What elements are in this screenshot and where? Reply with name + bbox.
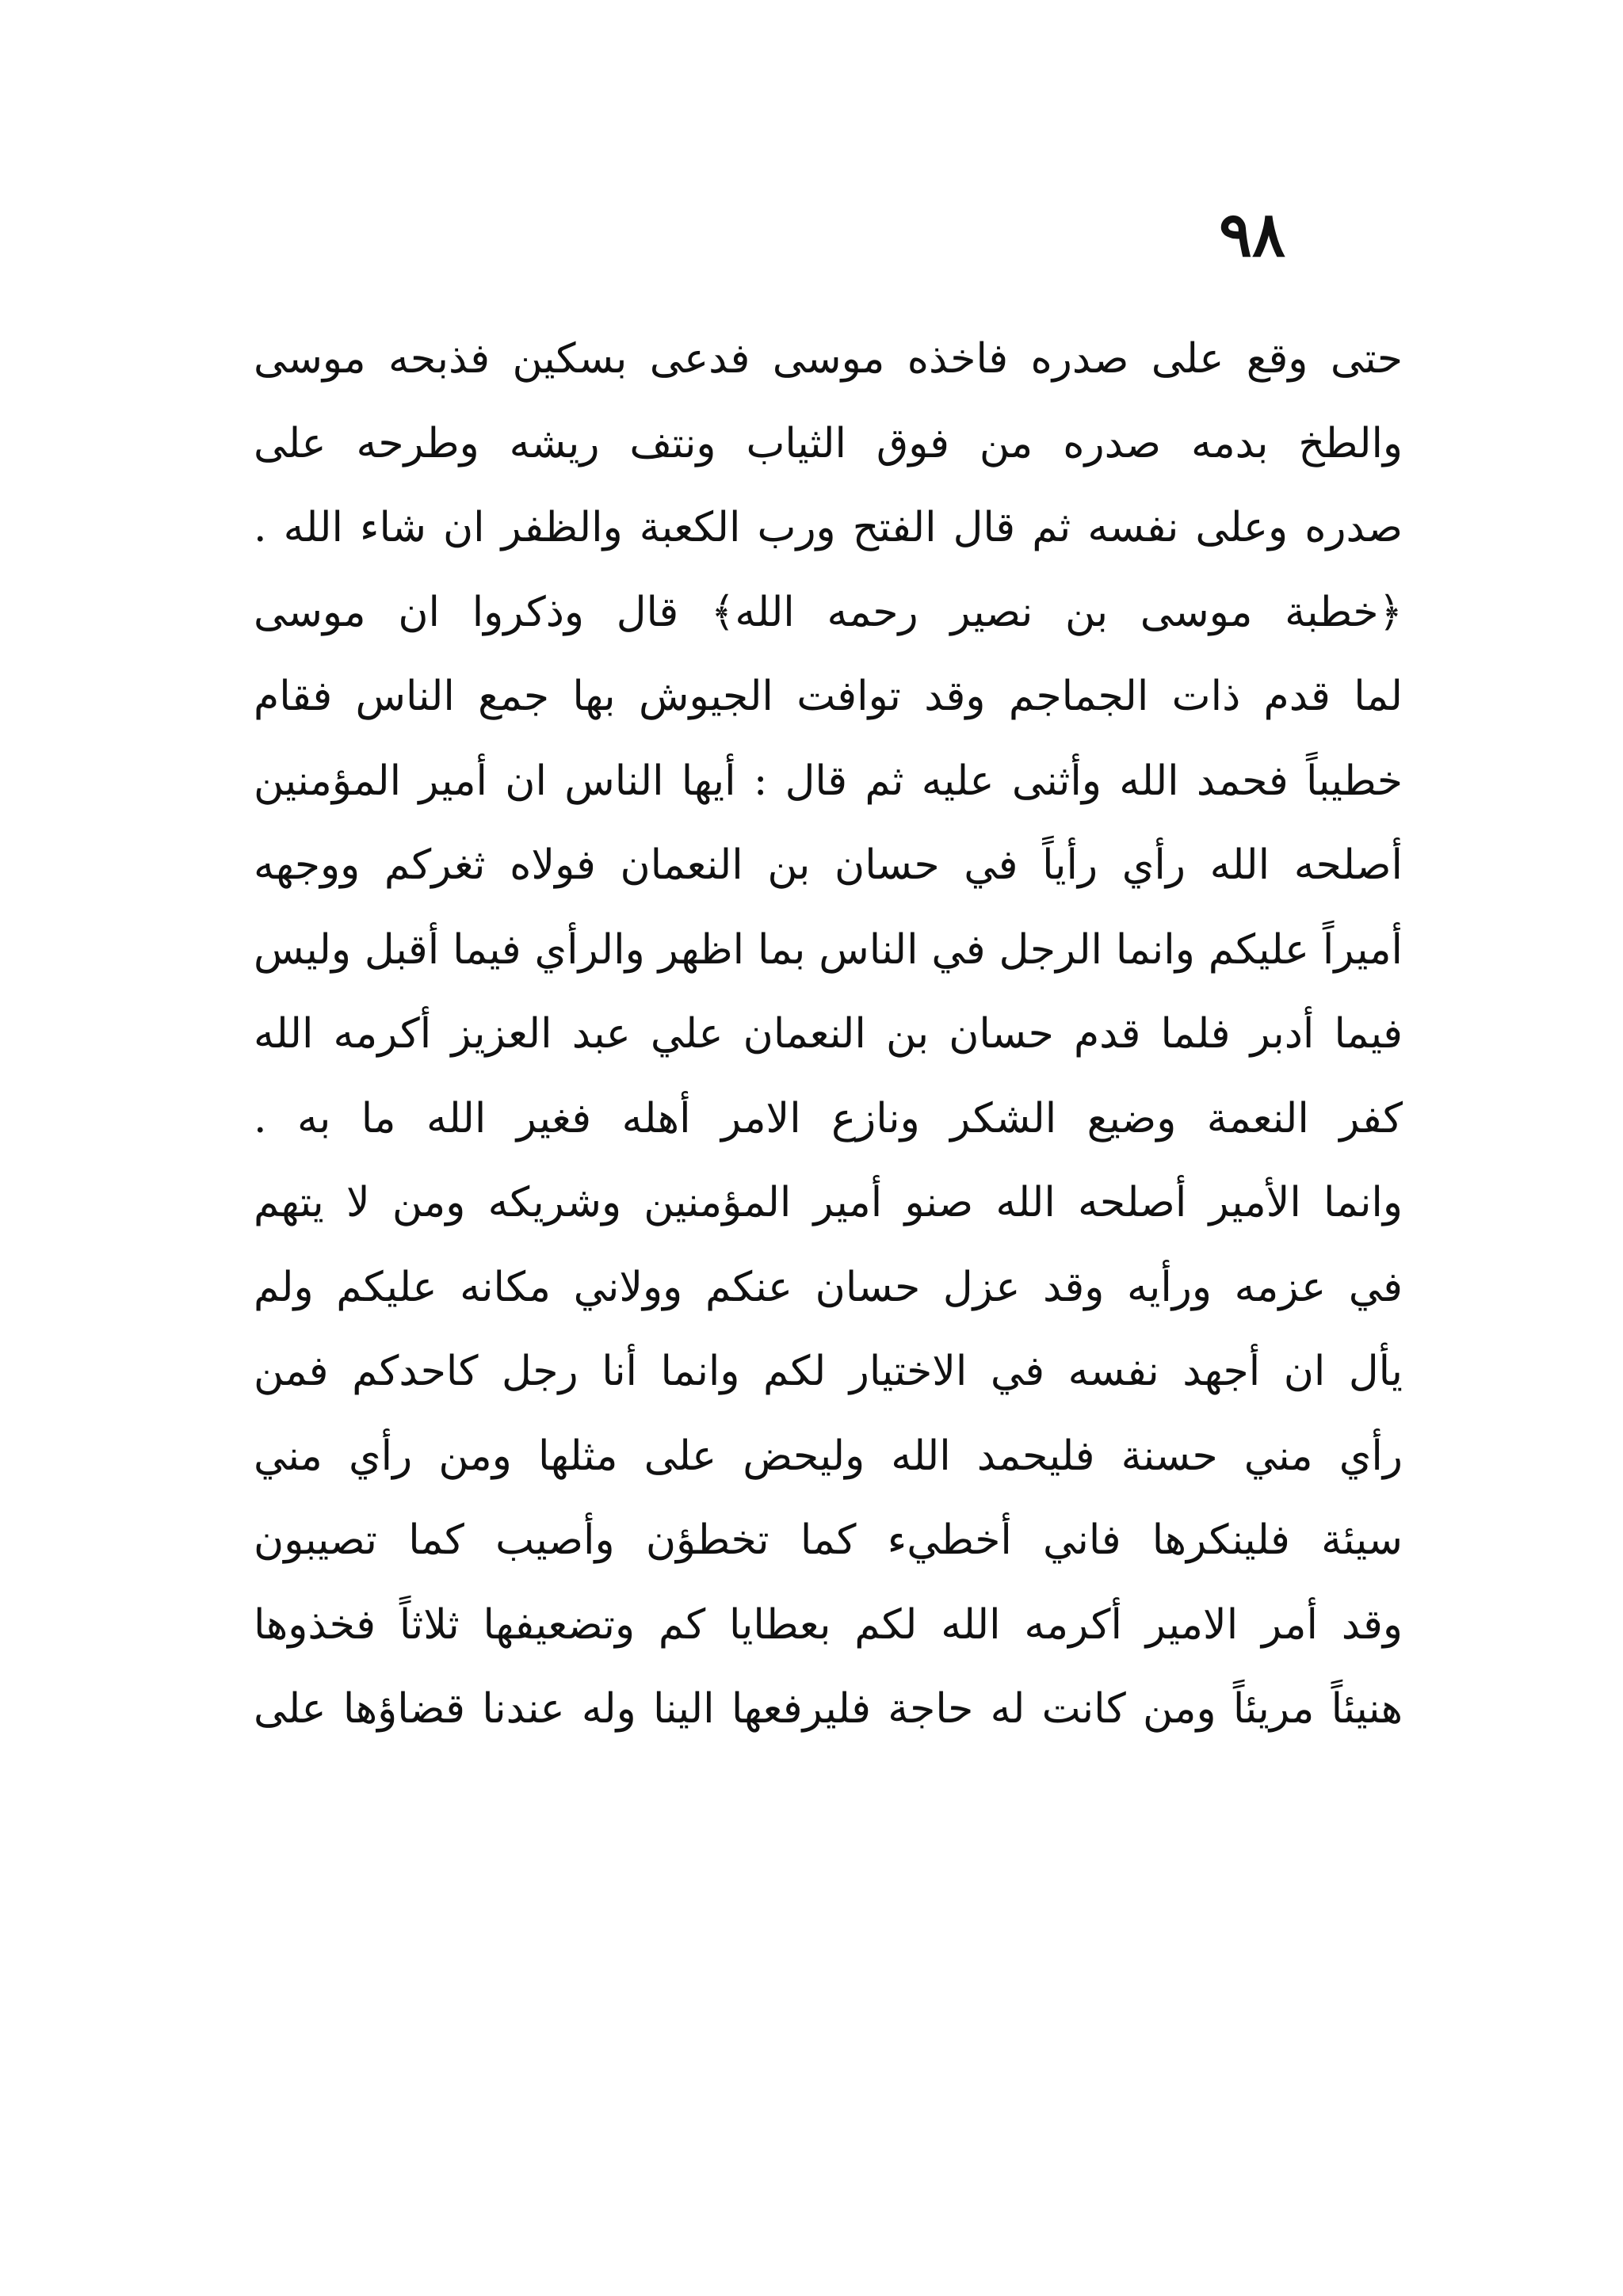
text-line-1: حتى وقع على صدره فاخذه موسى فدعى بسكين فذبحه موسى bbox=[254, 335, 1403, 383]
section-heading-line: ﴿خطبة موسى بن نصير رحمه الله﴾ قال وذكروا ان موسى bbox=[254, 588, 1403, 636]
text-line-7: أصلحه الله رأي رأياً في حسان بن النعمان فولاه ثغركم ووجهه bbox=[254, 841, 1403, 889]
body-text bbox=[254, 317, 1403, 1752]
text-line-6: خطيباً فحمد الله وأثنى عليه ثم قال : أيها الناس ان أمير المؤمنين bbox=[254, 757, 1403, 805]
text-line-10: كفر النعمة وضيع الشكر ونازع الامر أهله فغير الله ما به . bbox=[254, 1094, 1403, 1142]
text-line-9: فيما أدبر فلما قدم حسان بن النعمان علي عبد العزيز أكرمه الله bbox=[254, 1010, 1403, 1058]
text-line-16: وقد أمر الامير أكرمه الله لكم بعطايا كم وتضعيفها ثلاثاً فخذوها bbox=[254, 1600, 1403, 1649]
text-line-14: رأي مني حسنة فليحمد الله وليحض على مثلها ومن رأي مني bbox=[254, 1432, 1403, 1480]
page-number: ٩٨ bbox=[1219, 199, 1285, 271]
text-line-2: والطخ بدمه صدره من فوق الثياب ونتف ريشه وطرحه على bbox=[254, 419, 1403, 467]
text-line-17: هنيئاً مريئاً ومن كانت له حاجة فليرفعها الينا وله عندنا قضاؤها على bbox=[254, 1685, 1403, 1733]
text-line-13: يأل ان أجهد نفسه في الاختيار لكم وانما أنا رجل كاحدكم فمن bbox=[254, 1348, 1403, 1395]
text-line-8: أميراً عليكم وانما الرجل في الناس بما اظهر والرأي فيما أقبل وليس bbox=[254, 925, 1403, 974]
text-line-15: سيئة فلينكرها فاني أخطيء كما تخطؤن وأصيب كما تصيبون bbox=[254, 1516, 1403, 1564]
text-line-12: في عزمه ورأيه وقد عزل حسان عنكم وولاني مكانه عليكم ولم bbox=[254, 1263, 1403, 1311]
text-line-5: لما قدم ذات الجماجم وقد توافت الجيوش بها جمع الناس فقام bbox=[254, 673, 1403, 720]
text-line-3: صدره وعلى نفسه ثم قال الفتح ورب الكعبة والظفر ان شاء الله . bbox=[254, 504, 1403, 551]
text-line-11: وانما الأمير أصلحه الله صنو أمير المؤمنين وشريكه ومن لا يتهم bbox=[254, 1179, 1403, 1226]
